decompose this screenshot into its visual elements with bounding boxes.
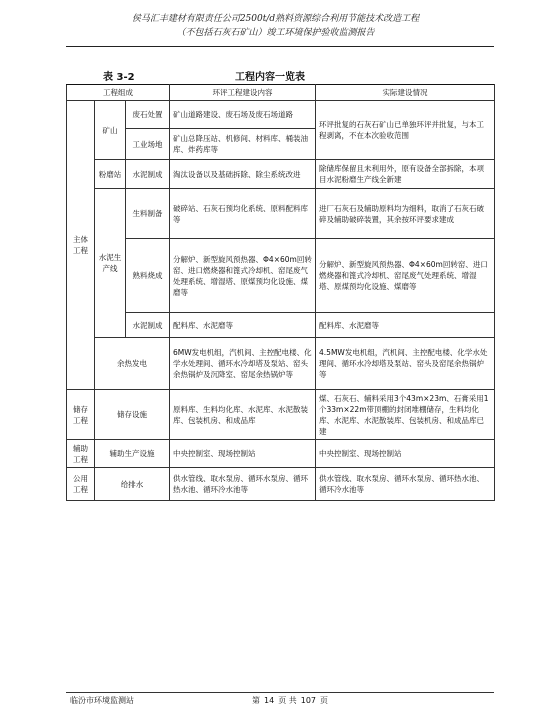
footer-rule [66,692,494,693]
table-row [67,468,495,501]
industrial-site-planned: 矿山总降压站、机修间、材料库、桶装油库、炸药库等 [170,129,316,160]
cement-make-actual: 配料库、水泥磨等 [316,313,495,338]
page-total: 107 [300,696,317,705]
header-actual: 实际建设情况 [316,85,495,101]
waste-disposal-label: 废石处置 [126,101,170,129]
cement-make-planned: 配料库、水泥磨等 [170,313,316,338]
storage-engineering-label: 储存工程 [67,390,95,440]
waste-heat-label: 余热发电 [95,338,170,390]
cement-make-label: 水泥制成 [126,313,170,338]
header-line-2: （不包括石灰石矿山）竣工环境保护验收监测报告 [176,28,375,38]
water-supply-planned: 供水管线、取水泵房、循环水泵房、循环热水池、循环冷水池等 [170,468,316,501]
storage-planned: 原料库、生料均化库、水泥库、水泥散装库、包装机房、和成品库 [170,390,316,440]
header-rule [66,46,494,47]
table-row [67,239,495,313]
table-row [67,101,495,129]
waste-heat-actual: 4.5MW发电机组，汽机间、主控配电楼、化学水处理间、循环水冷却塔及泵站、窑头及窑尾余热锅炉等 [316,338,495,390]
auxiliary-actual: 中央控制室、现场控制站 [316,440,495,468]
project-content-table [66,84,495,501]
grinding-cement-label: 水泥制成 [126,160,170,189]
footer-organization: 临汾市环境监测站 [70,696,134,705]
header-line-1: 侯马汇丰建材有限责任公司2500t/d熟料资源综合利用节能技术改造工程 [131,14,420,24]
storage-facilities-label: 储存设施 [95,390,170,440]
page-suffix: 页 [320,696,329,705]
page-prefix: 第 [252,696,260,705]
auxiliary-planned: 中央控制室、现场控制站 [170,440,316,468]
table-title: 工程内容一览表 [235,72,305,83]
table-header-row [67,85,495,101]
page-current: 14 [264,696,275,705]
page-number [252,695,332,706]
storage-actual: 煤、石灰石、辅料采用3个43m×23m、石膏采用1个33m×22m带顶棚的封闭堆棚储存，生料均化库、水泥库、水泥散装库、包装机房、和成品库已建 [316,390,495,440]
mine-actual: 环评批复的石灰石矿山已单独环评并批复，与本工程剥离，不在本次验收范围 [316,101,495,160]
table-row [67,440,495,468]
water-supply-actual: 供水管线、取水泵房、循环水泵房、循环热水池、循环冷水池等 [316,468,495,501]
table-row [67,160,495,189]
mine-label: 矿山 [95,101,126,160]
auxiliary-engineering-label: 辅助工程 [67,440,95,468]
clinker-actual: 分解炉、新型旋风预热器、Φ4×60m回转窑、进口燃烧器和篦式冷却机、窑尾废气处理系统、增湿塔、原煤预均化设施、煤磨等 [316,239,495,313]
clinker-label: 熟料烧成 [126,239,170,313]
table-number: 表 3-2 [103,72,135,83]
table-row [67,390,495,440]
table-row [67,189,495,239]
industrial-site-label: 工业场地 [126,129,170,160]
table-row [67,313,495,338]
document-header [0,12,551,40]
grinding-planned: 淘汰设备以及基础拆除、除尘系统改进 [170,160,316,189]
grinding-actual: 除储库保留且未利用外，原有设备全部拆除，本项目水泥粉磨生产线全新建 [316,160,495,189]
main-engineering-label: 主体工程 [67,101,95,390]
cement-line-label: 水泥生产线 [95,189,126,338]
waste-disposal-planned: 矿山道路建设、废石场及废石场道路 [170,101,316,129]
public-engineering-label: 公用工程 [67,468,95,501]
raw-meal-label: 生料制备 [126,189,170,239]
grinding-station-label: 粉磨站 [95,160,126,189]
header-component: 工程组成 [67,85,170,101]
waste-heat-planned: 6MW发电机组，汽机间、主控配电楼、化学水处理间、循环水冷却塔及泵站、窑头余热锅炉及沉降室、窑尾余热锅炉等 [170,338,316,390]
raw-meal-planned: 破碎站、石灰石预均化系统、原料配料库等 [170,189,316,239]
water-supply-label: 给排水 [95,468,170,501]
clinker-planned: 分解炉、新型旋风预热器、Φ4×60m回转窑、进口燃烧器和篦式冷却机、窑尾废气处理系统、增湿塔、原煤预均化设施、煤磨等 [170,239,316,313]
table-row [67,338,495,390]
header-planned: 环评工程建设内容 [170,85,316,101]
auxiliary-facilities-label: 辅助生产设施 [95,440,170,468]
raw-meal-actual: 进厂石灰石及辅助原料均为细料，取消了石灰石破碎及辅助破碎装置，其余按环评要求建成 [316,189,495,239]
page-mid: 页 共 [278,696,297,705]
